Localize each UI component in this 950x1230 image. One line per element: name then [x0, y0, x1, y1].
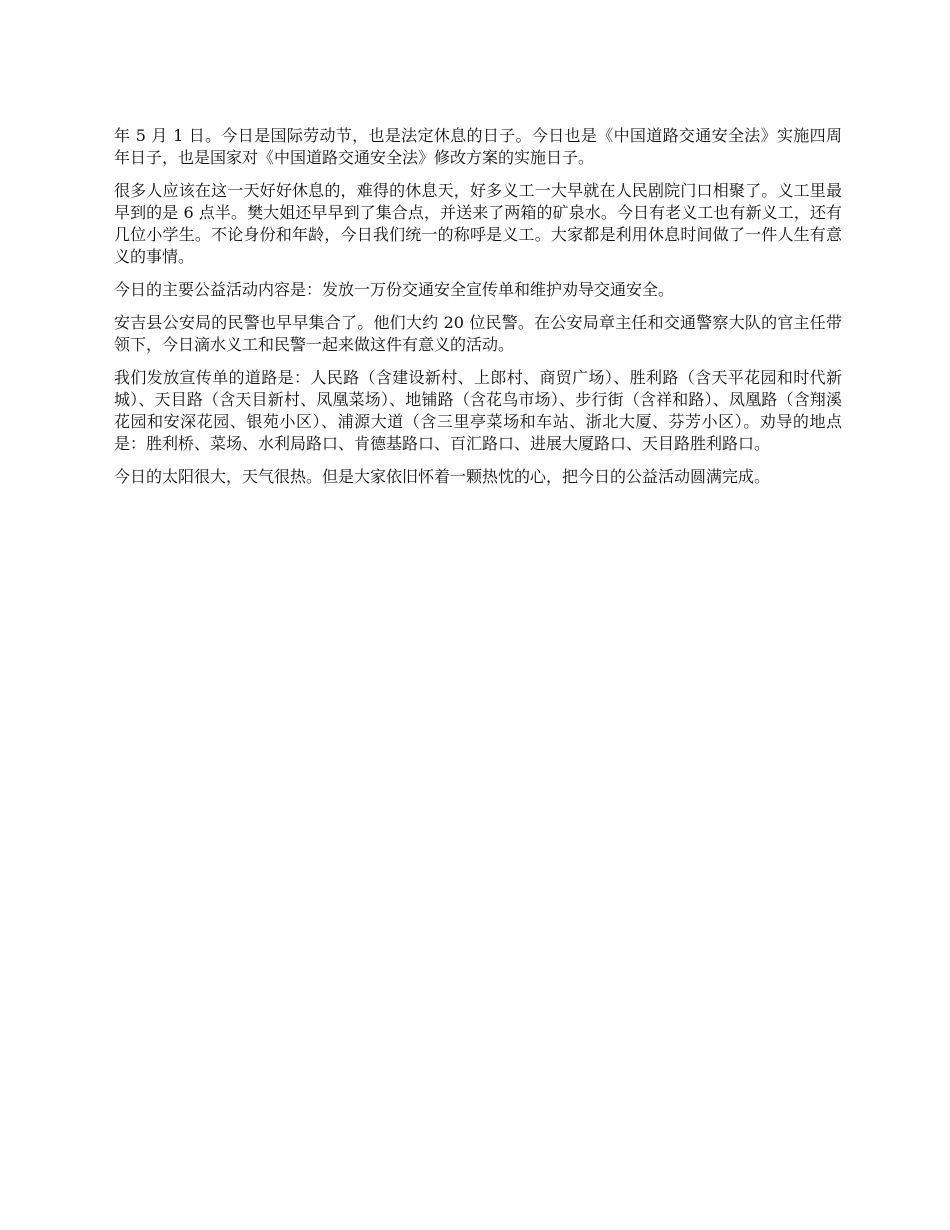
paragraph-police-participation: 安吉县公安局的民警也早早集合了。他们大约 20 位民警。在公安局章主任和交通警察大队的官主任带领下，今日滴水义工和民警一起来做这件有意义的活动。 — [114, 313, 842, 354]
paragraph-date-intro: 年 5 月 1 日。今日是国际劳动节，也是法定休息的日子。今日也是《中国道路交通安全法》实施四周年日子，也是国家对《中国道路交通安全法》修改方案的实施日子。 — [114, 126, 842, 167]
paragraph-volunteers-gathering: 很多人应该在这一天好好休息的，难得的休息天，好多义工一大早就在人民剧院门口相聚了。义工里最早到的是 6 点半。樊大姐还早早到了集合点，并送来了两箱的矿泉水。今日有老义工也有新义工，还有几位小学生。不论身份和年龄，今日我们统一的称呼是义工。大家都是利用休息时间做了一件人生有意义的事情。 — [114, 181, 842, 266]
paragraph-activity-content: 今日的主要公益活动内容是：发放一万份交通安全宣传单和维护劝导交通安全。 — [114, 280, 675, 299]
document-body — [114, 125, 842, 499]
paragraph-conclusion: 今日的太阳很大，天气很热。但是大家依旧怀着一颗热忱的心，把今日的公益活动圆满完成。 — [114, 467, 771, 486]
paragraph-roads-and-locations: 我们发放宣传单的道路是：人民路（含建设新村、上郎村、商贸广场）、胜利路（含天平花园和时代新城）、天目路（含天目新村、凤凰菜场）、地铺路（含花鸟市场）、步行街（含祥和路）、凤凰路（含翔溪花园和安深花园、银苑小区）、浦源大道（含三里亭菜场和车站、浙北大厦、芬芳小区）。劝导的地点是：胜利桥、菜场、水利局路口、肯德基路口、百汇路口、进展大厦路口、天目路胜利路口。 — [114, 368, 842, 453]
